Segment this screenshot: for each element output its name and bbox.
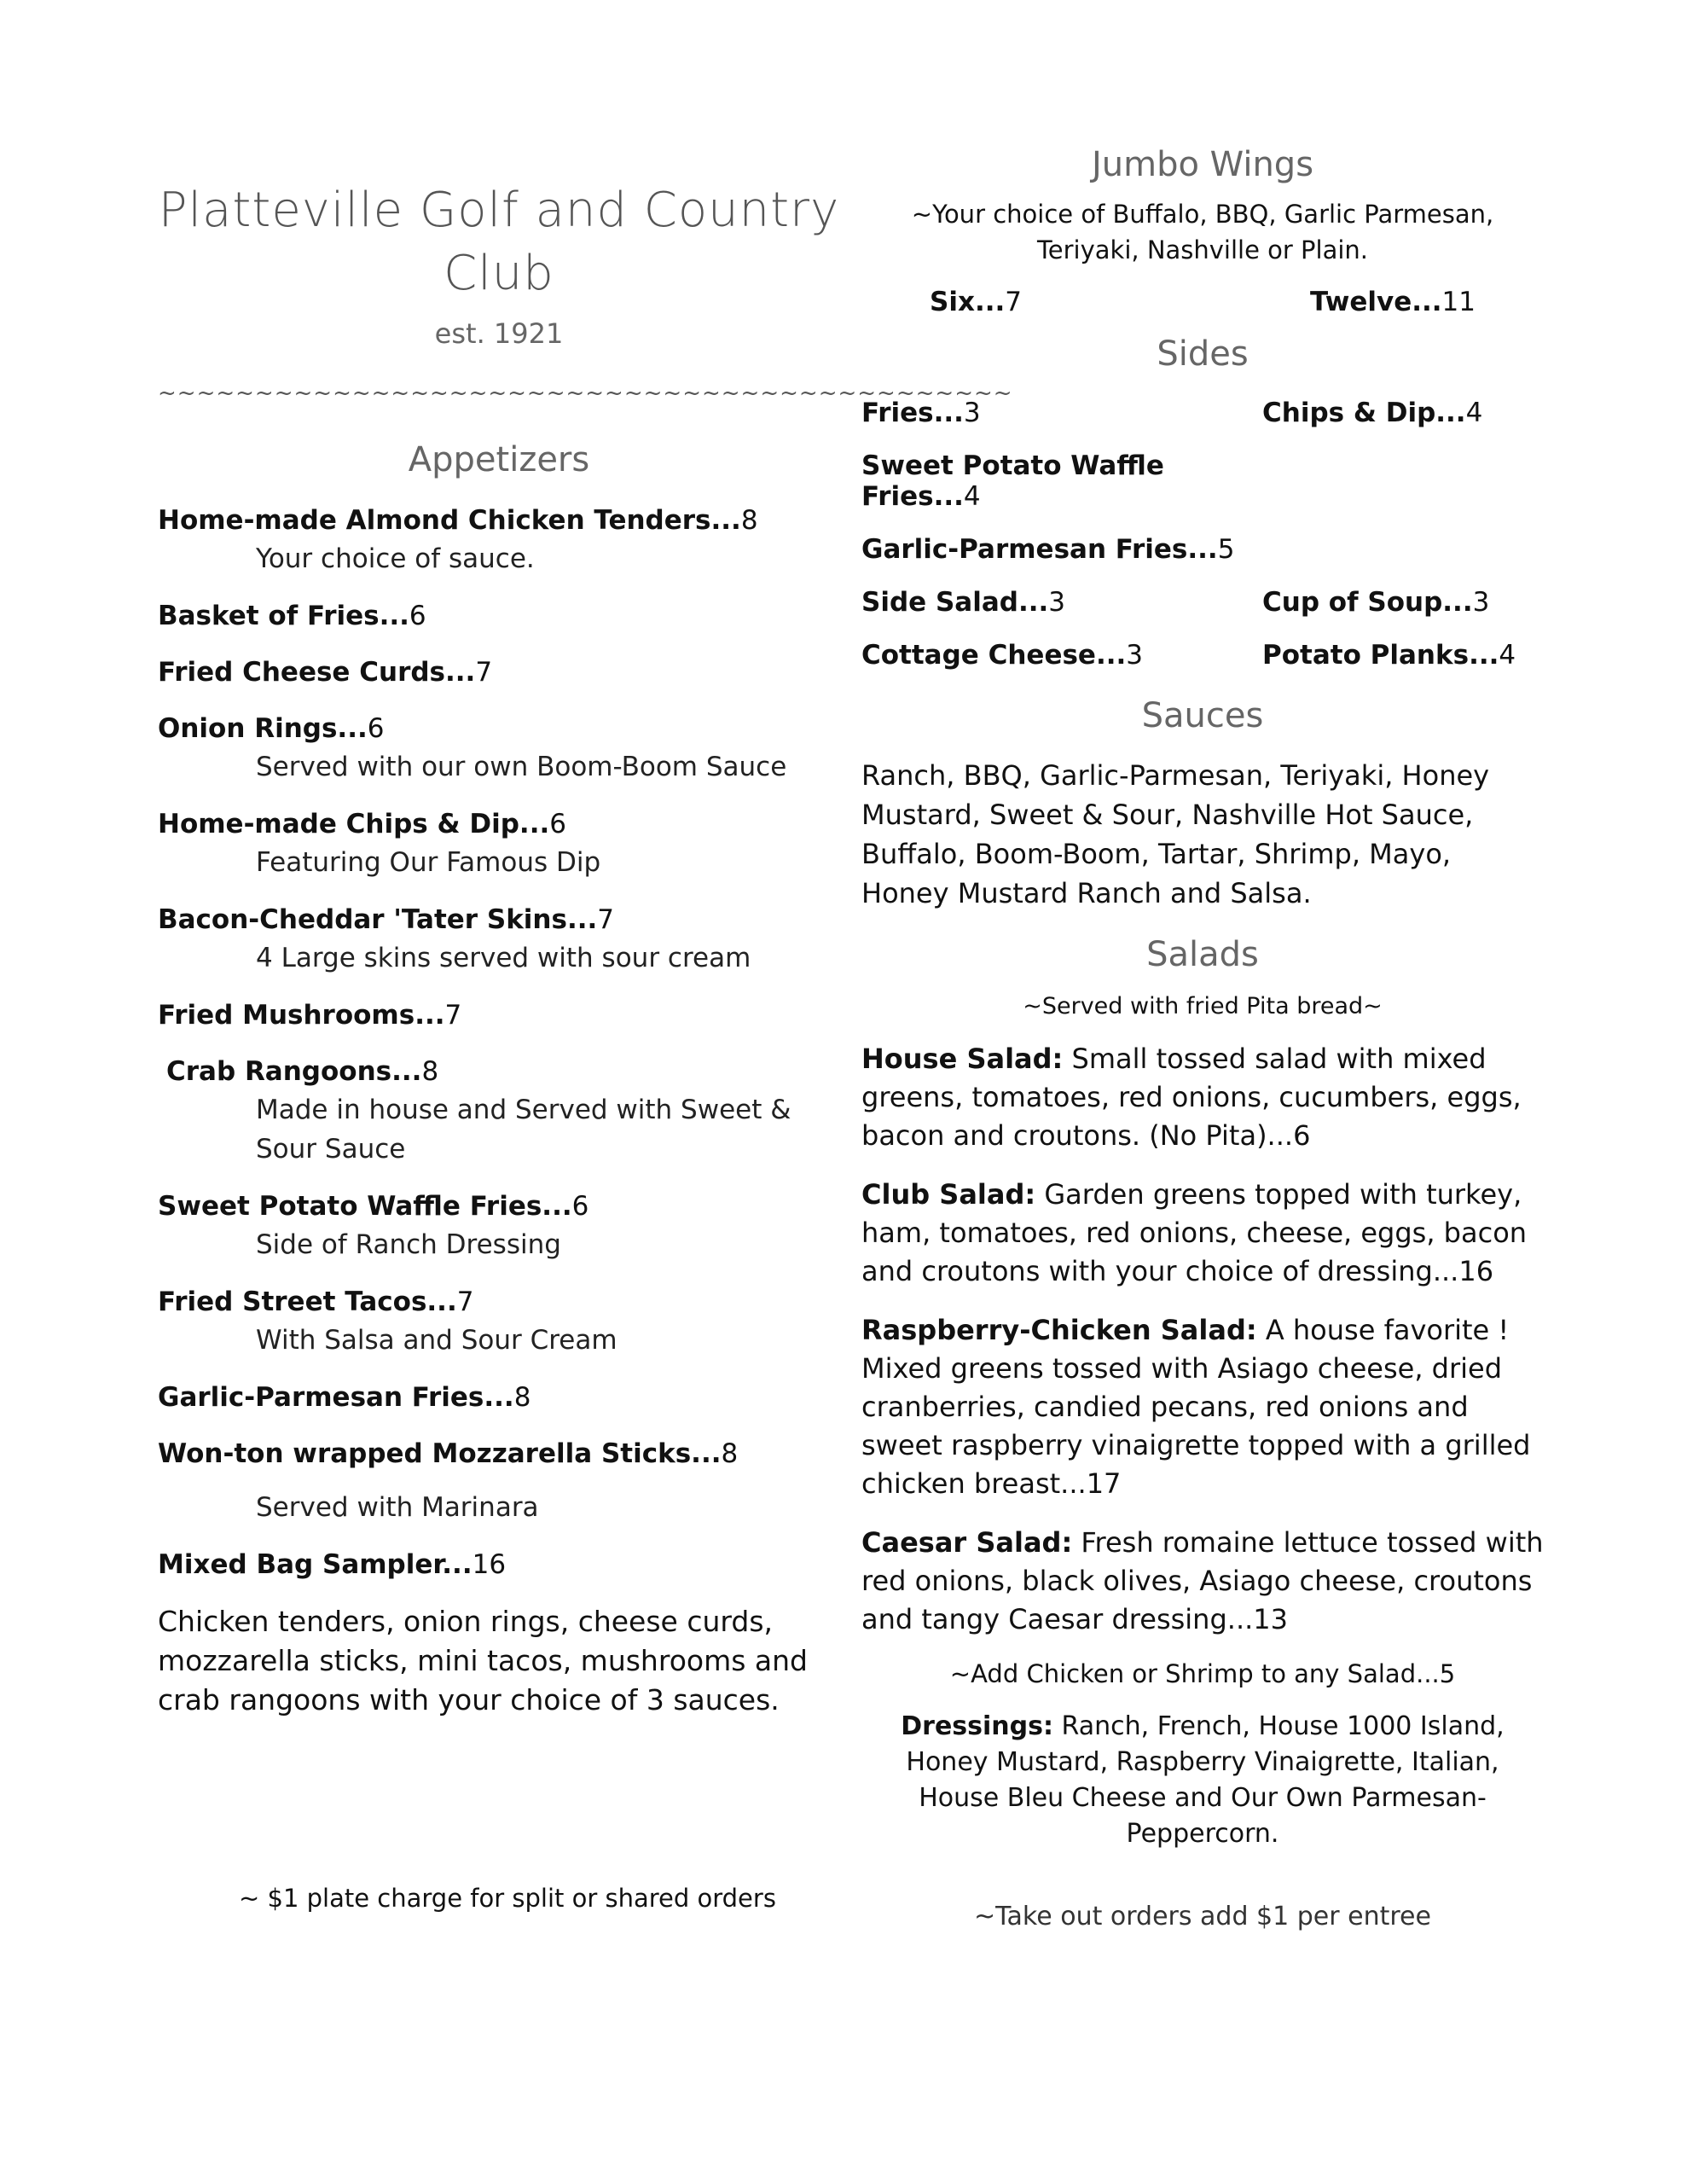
side-item: Chips & Dip...4 [1262,398,1483,428]
salad-description: Fresh romaine lettuce tossed with red onions, black olives, Asiago cheese, croutons and tangy Caesar dressing...13 [861,1526,1544,1635]
side-empty-cell [1262,534,1544,565]
appetizer-item [158,996,840,1034]
appetizer-description: 4 Large skins served with sour cream [256,943,751,973]
appetizer-item [158,1379,840,1416]
appetizer-name: Basket of Fries...6 [158,601,426,631]
appetizer-price: 16 [472,1549,507,1580]
wings-six: Six...7 [930,287,1023,317]
appetizer-price: 8 [721,1438,739,1469]
appetizer-price: 7 [444,1000,462,1031]
salads-note: ~Served with fried Pita bread~ [1023,993,1383,1019]
appetizer-item [158,502,840,578]
salads-heading: Salads [1146,935,1259,974]
wings-prices [861,287,1544,317]
appetizer-price: 7 [456,1287,474,1317]
appetizer-price: 6 [367,713,385,744]
salad-item [861,1040,1544,1155]
appetizer-item [158,1546,840,1583]
wings-note: ~Your choice of Buffalo, BBQ, Garlic Parmesan, Teriyaki, Nashville or Plain. [911,200,1494,264]
salad-name: House Salad: [861,1043,1064,1075]
wings-heading: Jumbo Wings [1091,145,1314,184]
salad-item [861,1176,1544,1291]
appetizer-item [158,901,840,978]
salad-name: Caesar Salad: [861,1526,1073,1559]
appetizer-description: With Salsa and Sour Cream [256,1325,617,1356]
appetizer-name: Home-made Chips & Dip...6 [158,809,566,839]
takeout-note: ~Take out orders add $1 per entree [974,1902,1431,1931]
appetizer-item [158,597,840,635]
appetizer-item [158,1053,840,1169]
side-item: Potato Planks...4 [1262,640,1516,671]
sides-list [861,398,1544,671]
appetizer-item [158,1188,840,1264]
appetizer-price: 6 [549,809,566,839]
salad-description: Small tossed salad with mixed greens, tomatoes, red onions, cucumbers, eggs, bacon and croutons. (No Pita)...6 [861,1043,1522,1152]
appetizer-price: 8 [513,1382,531,1413]
appetizer-name: Won-ton wrapped Mozzarella Sticks...8 [158,1438,739,1469]
club-title: Platteville Golf and Country Club [158,183,840,301]
wavy-divider: ~~~~~~~~~~~~~~~~~~~~~~~~~~~~~~~~~~~~~~~~~~~~ [158,380,1013,406]
appetizer-description: Served with our own Boom-Boom Sauce [256,752,787,782]
appetizer-price: 8 [740,505,758,536]
salad-description: A house favorite ! Mixed greens tossed with Asiago cheese, dried cranberries, candied pecans, red onions and sweet raspberry vinaigrette topped with a grilled chicken breast...17 [861,1314,1531,1500]
appetizer-item [158,1435,840,1527]
sauces-heading: Sauces [1141,696,1264,735]
appetizer-name: Onion Rings...6 [158,713,385,744]
wings-twelve: Twelve...11 [1309,287,1476,317]
side-item: Cup of Soup...3 [1262,587,1490,618]
appetizer-price: 6 [571,1191,589,1222]
established-year: est. 1921 [434,317,564,350]
appetizer-name: Bacon-Cheddar 'Tater Skins...7 [158,904,615,935]
appetizer-description: Your choice of sauce. [256,543,535,574]
side-item: Fries...3 [861,398,981,428]
side-empty-cell [1262,450,1544,512]
appetizer-description: Side of Ranch Dressing [256,1229,561,1260]
appetizer-item [158,1283,840,1360]
appetizer-price: 7 [475,657,493,688]
sauces-list: Ranch, BBQ, Garlic-Parmesan, Teriyaki, Honey Mustard, Sweet & Sour, Nashville Hot Sauce, Buffalo, Boom-Boom, Tartar, Shrimp, Mayo, Honey Mustard Ranch and Salsa. [861,759,1490,909]
salad-list [861,1040,1544,1639]
sampler-description: Chicken tenders, onion rings, cheese curds, mozzarella sticks, mini tacos, mushrooms and crab rangoons with your choice of 3 sauces. [158,1605,808,1716]
dressings-list: Dressings: Ranch, French, House 1000 Island, Honey Mustard, Raspberry Vinaigrette, Italian, House Bleu Cheese and Our Own Parmesan-Peppercorn. [901,1711,1505,1849]
side-item: Cottage Cheese...3 [861,640,1144,671]
add-protein-note: ~Add Chicken or Shrimp to any Salad...5 [949,1659,1456,1688]
appetizer-price: 6 [409,601,426,631]
sides-heading: Sides [1157,334,1249,374]
side-item: Sweet Potato Waffle Fries...4 [861,450,1164,512]
appetizer-name: Fried Mushrooms...7 [158,1000,462,1031]
appetizer-price: 7 [597,904,615,935]
appetizer-name: Home-made Almond Chicken Tenders...8 [158,505,758,536]
plate-charge-note: ~ $1 plate charge for split or shared orders [239,1884,776,1913]
appetizer-description: Featuring Our Famous Dip [256,847,601,878]
appetizer-description: Made in house and Served with Sweet & Sour Sauce [256,1095,791,1165]
appetizer-name: Sweet Potato Waffle Fries...6 [158,1191,589,1222]
salad-name: Club Salad: [861,1178,1036,1211]
salad-item [861,1524,1544,1639]
side-item: Side Salad...3 [861,587,1066,618]
appetizer-item [158,653,840,691]
appetizer-name: Crab Rangoons...8 [166,1056,439,1087]
salad-name: Raspberry-Chicken Salad: [861,1314,1257,1346]
appetizer-name: Fried Cheese Curds...7 [158,657,493,688]
appetizer-name: Fried Street Tacos...7 [158,1287,474,1317]
salad-item [861,1311,1544,1503]
side-item: Garlic-Parmesan Fries...5 [861,534,1235,565]
appetizer-description: Served with Marinara [256,1492,539,1523]
appetizer-item [158,805,840,882]
appetizer-name: Garlic-Parmesan Fries...8 [158,1382,531,1413]
appetizers-heading: Appetizers [408,440,590,479]
salad-description: Garden greens topped with turkey, ham, tomatoes, red onions, cheese, eggs, bacon and croutons with your choice of dressing...16 [861,1178,1528,1287]
right-column [861,145,1544,1931]
appetizer-name: Mixed Bag Sampler...16 [158,1549,507,1580]
appetizer-price: 8 [421,1056,439,1087]
appetizer-list [158,502,840,1583]
appetizer-item [158,710,840,787]
